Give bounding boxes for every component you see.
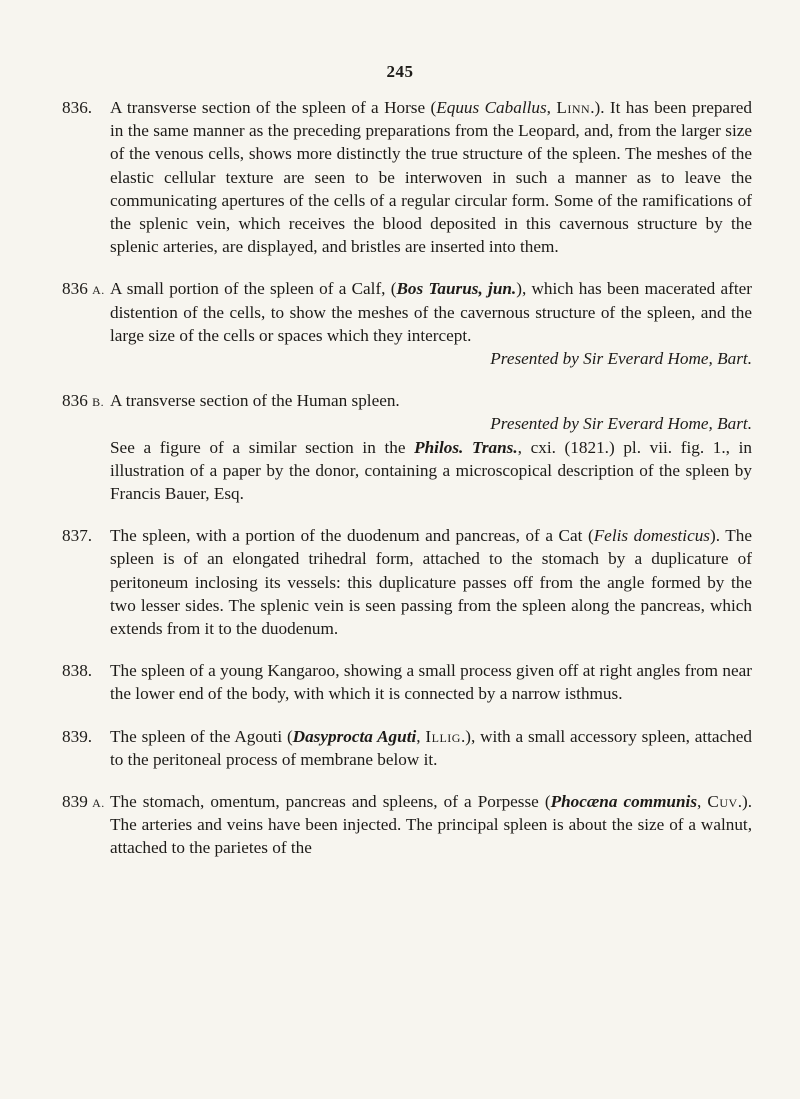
entry-number: 838.	[62, 661, 93, 681]
entry-note: See a figure of a similar section in the Philos. Trans., cxi. (1821.) pl. vii. fig. 1., in illustration of a paper by the donor, containing a microscopical description of the spleen by Francis Bauer, Esq.	[110, 437, 753, 504]
scientific-name: Felis domesticus	[593, 526, 710, 546]
authority: Cuv	[707, 792, 738, 812]
entry-text: The stomach, omentum, pancreas and spleens, of a Porpesse (Phocæna communis, Cuv.). The arteries and veins have been injected. The principal spleen is about the size of a walnut, attached to the parietes of the	[110, 792, 753, 858]
entry-text: A transverse section of the Human spleen.	[110, 391, 400, 411]
journal-reference: Philos. Trans.	[414, 437, 518, 457]
presented-by: Presented by Sir Everard Home, Bart.	[490, 349, 752, 369]
entry-text: A small portion of the spleen of a Calf, (Bos Taurus, jun.), which has been macerated after distention of the cells, to show the meshes of the cavernous structure of the spleen, and the large size of the cells or spaces which they intercept. Presented by Sir Everard Home, Bart.	[110, 277, 752, 370]
entry-number: 839.	[62, 726, 93, 746]
entry-836-a	[62, 277, 752, 370]
entry-number: 837.	[62, 526, 93, 546]
entry-836	[62, 96, 752, 258]
scientific-name: Dasyprocta Aguti	[292, 726, 417, 746]
authority: Linn	[556, 98, 591, 117]
scientific-name: Equus Caballus	[436, 98, 547, 117]
presented-by: Presented by Sir Everard Home, Bart.	[490, 414, 752, 434]
entry-text: The spleen, with a portion of the duodenum and pancreas, of a Cat (Felis domesticus). The spleen is of an elongated trihedral form, attached to the stomach by a duplicature of peritoneum inclosing its vessels: this duplicature passes off from the angle formed by the two lesser sides. The splenic vein is seen passing from the spleen along the pancreas, which extends from it to the duodenum.	[110, 526, 752, 639]
entry-839	[62, 725, 752, 771]
catalogue-entries	[62, 96, 752, 879]
entry-839-a	[62, 790, 752, 860]
entry-838	[62, 659, 752, 705]
entry-text: A transverse section of the spleen of a Horse (Equus Caballus, Linn.). It has been prepared in the same manner as the preceding preparations from the Leopard, and, from the larger size of the venous cells, shows more distinctly the true structure of the spleen. The meshes of the elastic cellular texture are seen to be interwoven in such a manner as to leave the communicating apertures of the cells of a regular circular form. Some of the ramifications of the splenic vein, which receives the blood deposited in this cavernous structure by the splenic arteries, are displayed, and bristles are inserted into them.	[110, 98, 753, 257]
scientific-name: Bos Taurus, jun.	[396, 279, 517, 299]
entry-number: 839 A.	[62, 792, 105, 812]
entry-number: 836 A.	[62, 279, 105, 299]
entry-text: The spleen of a young Kangaroo, showing a small process given off at right angles from near the lower end of the body, with which it is connected by a narrow isthmus.	[110, 661, 752, 704]
authority: Illig	[425, 726, 461, 746]
entry-836-b	[62, 389, 752, 505]
entry-text: The spleen of the Agouti (Dasyprocta Aguti, Illig.), with a small accessory spleen, attached to the peritoneal process of membrane below it.	[110, 726, 752, 769]
entry-837	[62, 524, 752, 640]
page-number: 245	[386, 62, 414, 81]
entry-number: 836.	[62, 98, 93, 117]
scientific-name: Phocæna communis	[550, 792, 698, 812]
entry-number: 836 B.	[62, 391, 105, 411]
